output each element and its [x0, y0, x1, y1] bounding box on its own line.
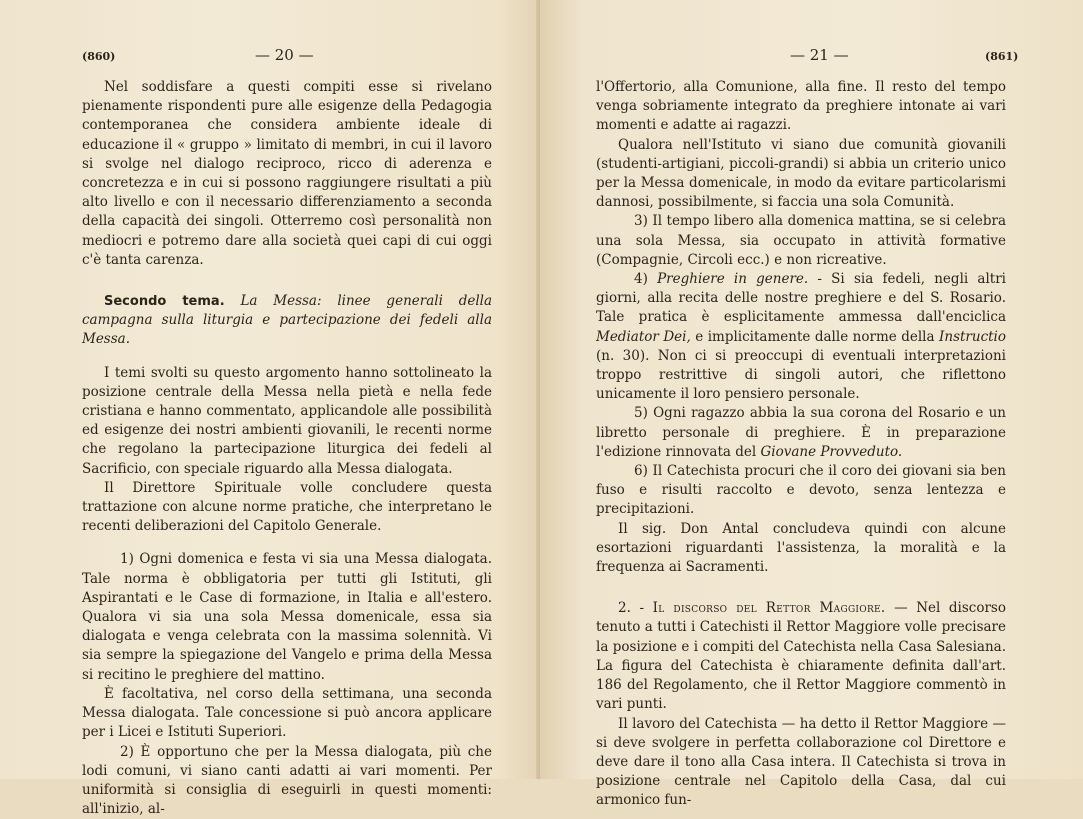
- section-paragraph: [596, 599, 1006, 714]
- encyclical-title: Mediator Dei,: [596, 329, 691, 345]
- paragraph: I temi svolti su questo argomento hanno sottolineato la posizione centrale della Messa nella pietà e nella fede cristiana e hanno commentato, applicandole alle possibilità ed esigenze dei nostri ambienti giovanili, le recenti norme che regolano la partecipazione liturgica dei fedeli al Sacrificio, con speciale riguardo alla Messa dialogata.: [82, 364, 492, 479]
- text-run: - Si sia fedeli, negli altri giorni, alla recita delle nostre preghiere e del S. Rosario. Tale pratica è esplicitamente ammessa dall'enciclica: [596, 271, 1006, 325]
- left-page-body: [82, 78, 492, 819]
- paragraph: 2) È opportuno che per la Messa dialogata, più che lodi comuni, vi siano canti adatti ai vari momenti. Per uniformità si consiglia di eseguirli in questi momenti: all'inizio, al-: [82, 743, 492, 819]
- item-title: Preghiere in genere.: [657, 271, 808, 287]
- text-run: (n. 30). Non ci si preoccupi di eventuali interpretazioni troppo restrittive di singoli autori, che riflettono unicamente il loro pensiero personale.: [596, 348, 1006, 402]
- left-page: [0, 0, 540, 779]
- paragraph: [596, 404, 1006, 462]
- right-page-header: — 21 —: [790, 46, 849, 64]
- paragraph: Qualora nell'Istituto vi siano due comunità giovanili (studenti-artigiani, piccoli-grandi) si abbia un criterio unico per la Messa domenicale, in modo da evitare particolarismi dannosi, possibilmente, si faccia una sola Comunità.: [596, 136, 1006, 213]
- section-number: 2. -: [618, 600, 644, 616]
- paragraph: Nel soddisfare a questi compiti esse si rivelano pienamente rispondenti pure alle esigenze della Pedagogia contemporanea che considera ambiente ideale di educazione il « gruppo » limitato di membri, in cui il lavoro si svolge nel dialogo reciproco, ricco di aderenza e concretezza e in cui si possono raggiungere risultati a più alto livello e con il necessario differenziamento a seconda della capacità dei singoli. Otterremo così personalità non mediocri e potremo dare alla società quei capi di cui oggi c'è tanta carenza.: [82, 78, 492, 270]
- right-page-code: (861): [985, 50, 1018, 63]
- tema-label: Secondo tema.: [104, 294, 225, 309]
- paragraph: 3) Il tempo libero alla domenica mattina, se si celebra una sola Messa, sia occupato in attività formative (Compagnie, Circoli ecc.) e non ricreative.: [596, 212, 1006, 270]
- paragraph: [596, 270, 1006, 404]
- paragraph: 1) Ogni domenica e festa vi sia una Messa dialogata. Tale norma è obbligatoria per tutti gli Istituti, gli Aspirantati e le Case di formazione, in Italia e all'estero. Qualora vi sia una sola Messa domenicale, essa sia dialogata e venga celebrata con la massima solennità. Vi sia sempre la spiegazione del Vangelo e prima della Messa si recitino le preghiere del mattino.: [82, 550, 492, 684]
- left-page-header: — 20 —: [255, 46, 314, 64]
- item-number: 4): [634, 271, 648, 287]
- left-page-code: (860): [82, 50, 115, 63]
- paragraph: È facoltativa, nel corso della settimana, una seconda Messa dialogata. Tale concessione si può ancora applicare per i Licei e Istituti Superiori.: [82, 685, 492, 743]
- paragraph: Il Direttore Spirituale volle concludere questa trattazione con alcune norme pratiche, che interpretano le recenti deliberazioni del Capitolo Generale.: [82, 479, 492, 537]
- right-page: [540, 0, 1083, 779]
- text-run: 5) Ogni ragazzo abbia la sua corona del Rosario e un libretto personale di preghiere. È in preparazione l'edizione rinnovata del: [596, 405, 1006, 459]
- text-run: — Nel discorso tenuto a tutti i Catechisti il Rettor Maggiore volle precisare la posizione e i compiti del Catechista nella Casa Salesiana. La figura del Catechista è chiaramente definita dall'art. 186 del Regolamento, che il Rettor Maggiore commentò in vari punti.: [596, 600, 1006, 712]
- instructio-title: Instructio: [939, 329, 1006, 345]
- section-heading: [82, 292, 492, 350]
- paragraph: 6) Il Catechista procuri che il coro dei giovani sia ben fuso e risulti raccolto e devoto, senza lentezza e precipitazioni.: [596, 462, 1006, 520]
- tema-title: La Messa: linee generali della campagna sulla liturgia e partecipazione dei fedeli alla Messa.: [82, 293, 492, 347]
- paragraph: Il sig. Don Antal concludeva quindi con alcune esortazioni riguardanti l'assistenza, la moralità e la frequenza ai Sacramenti.: [596, 520, 1006, 578]
- section-title: Il discorso del Rettor Maggiore.: [653, 600, 886, 616]
- text-run: e implicitamente dalle norme della: [695, 329, 934, 345]
- paragraph: l'Offertorio, alla Comunione, alla fine. Il resto del tempo venga sobriamente integrato da preghiere intonate ai vari momenti e adatte ai ragazzi.: [596, 78, 1006, 136]
- paragraph: Il lavoro del Catechista — ha detto il Rettor Maggiore — si deve svolgere in perfetta collaborazione col Direttore e deve dare il tono alla Casa intera. Il Catechista si trova in posizione centrale nel Capitolo della Casa, dal cui armonico fun-: [596, 715, 1006, 811]
- book-title: Giovane Provveduto.: [760, 444, 902, 460]
- right-page-body: [596, 78, 1006, 811]
